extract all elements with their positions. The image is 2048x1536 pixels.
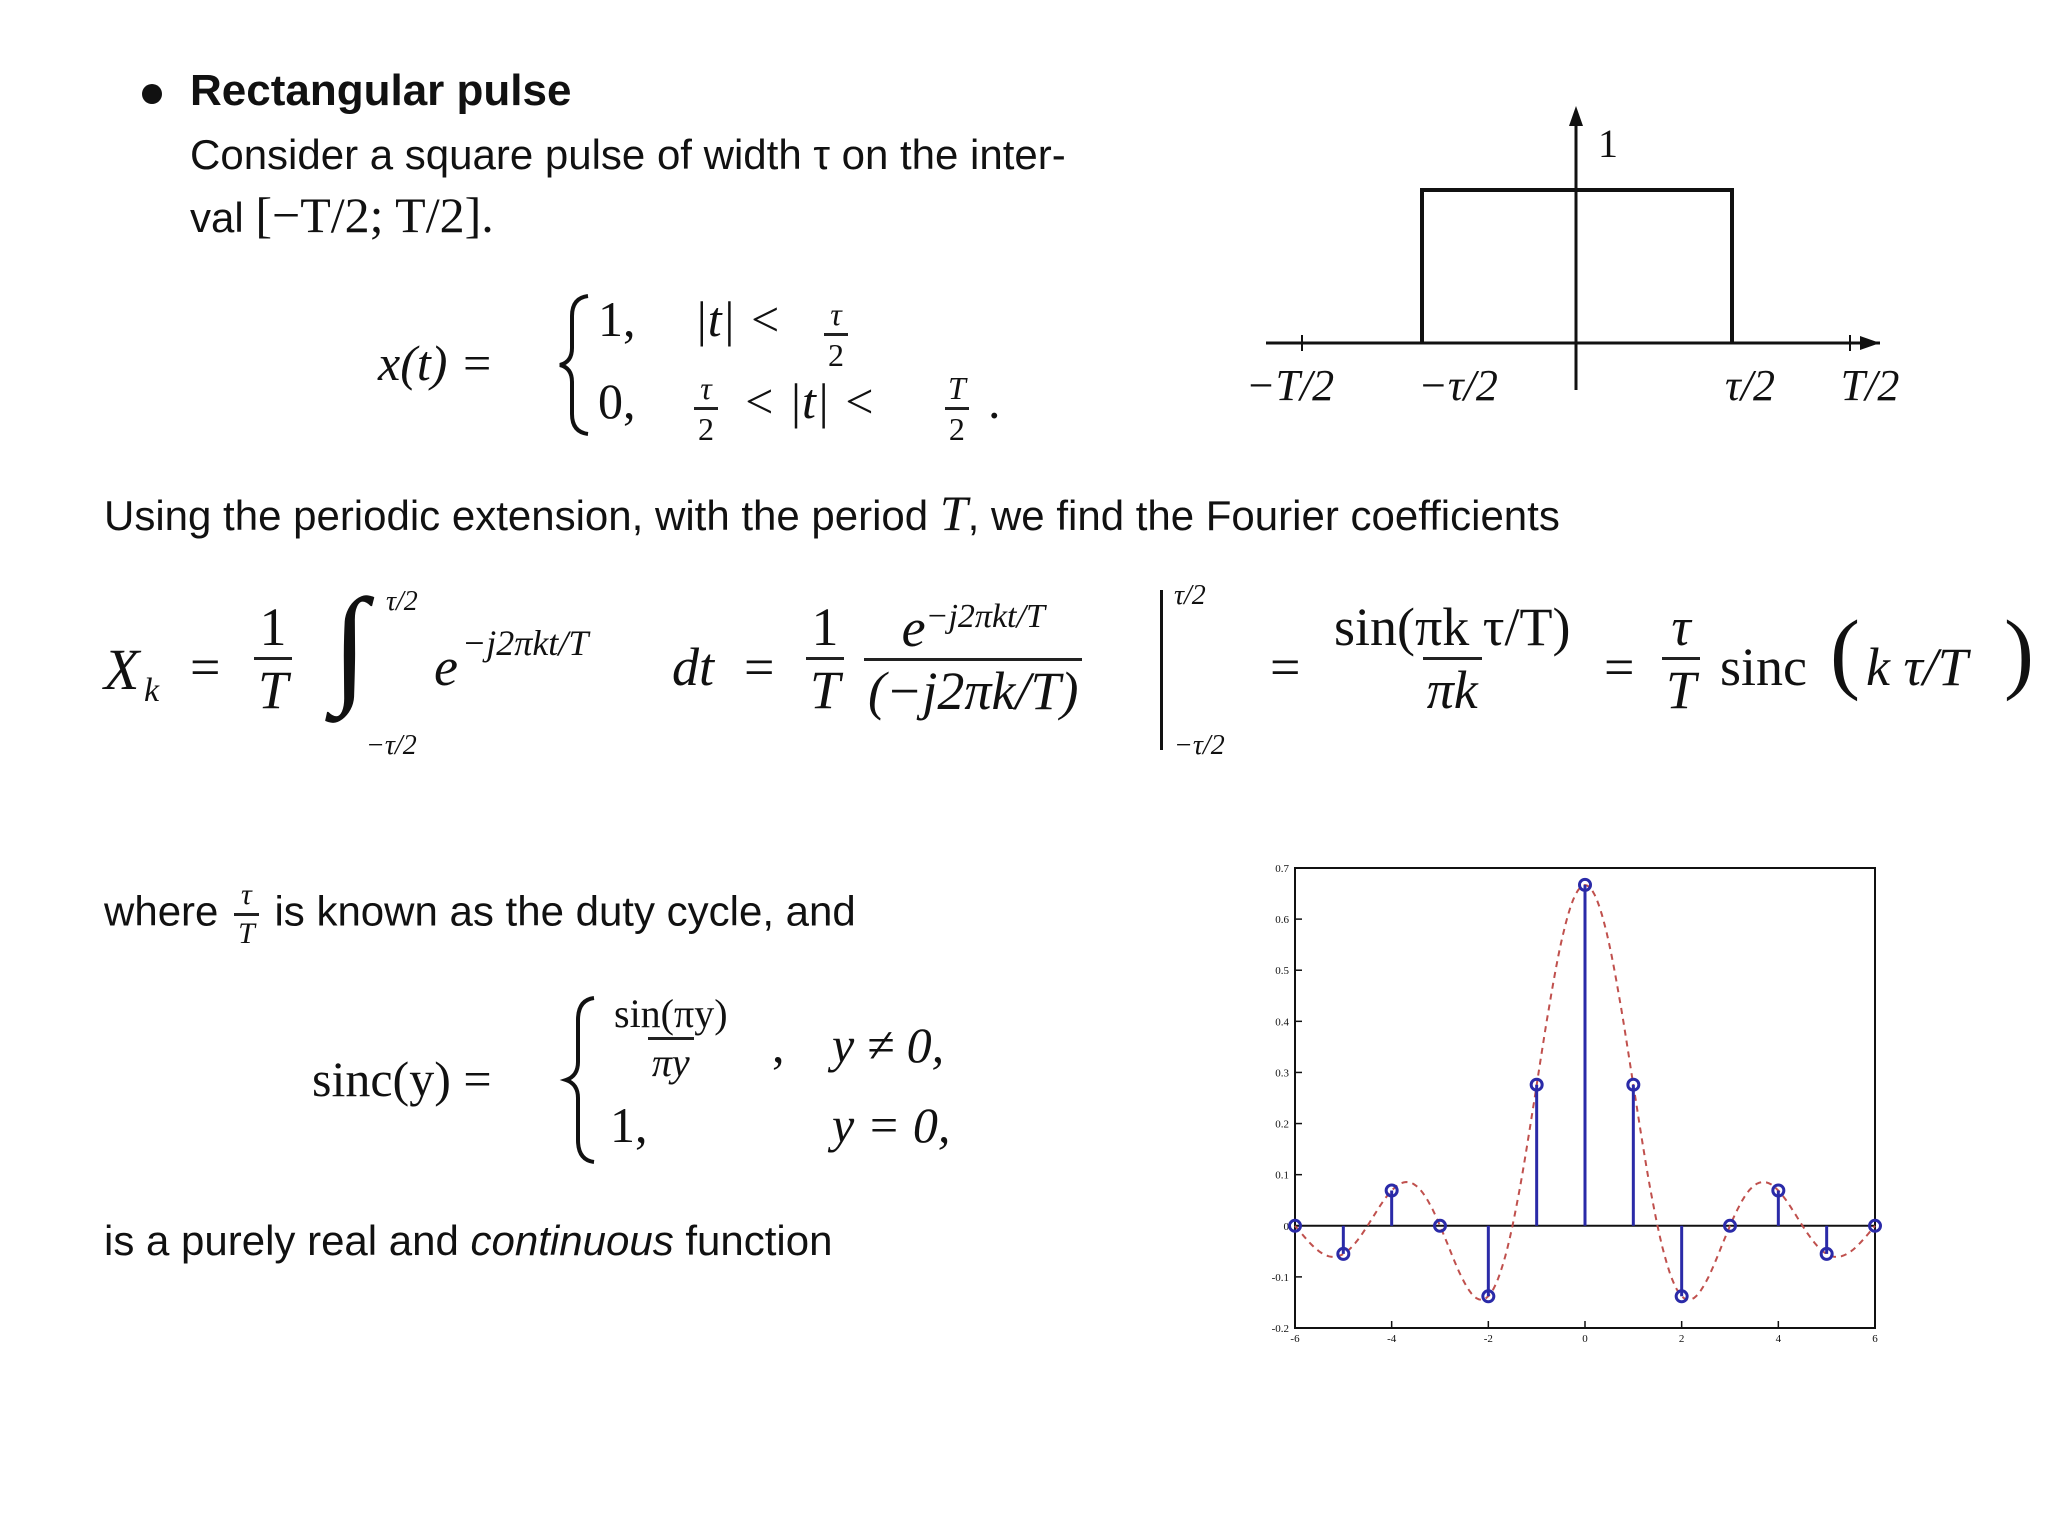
- pulse-period: .: [988, 373, 1001, 429]
- lower-limit: −τ/2: [366, 730, 417, 761]
- antiderivative-exponent: −j2πkt/T: [925, 598, 1045, 635]
- pulse-case2-frac-a: [694, 372, 718, 445]
- pulse-diagram: [1220, 100, 1900, 420]
- frac-num: 1: [259, 597, 287, 657]
- sinc-case1-condition: y ≠ 0,: [832, 1017, 945, 1073]
- amplitude-axis-arrow: [1569, 106, 1583, 126]
- evaluation-bar: [1160, 590, 1163, 750]
- frac-num: T: [948, 370, 966, 406]
- equals-2: =: [744, 637, 775, 697]
- frac-den: T: [806, 657, 844, 717]
- y-tick-label: -0.1: [1271, 1271, 1289, 1284]
- sinc-open-paren: (: [1830, 603, 1860, 702]
- x-tick-label: −T/2: [1245, 361, 1335, 410]
- pulse-case2-frac-b: [944, 372, 970, 445]
- equals-3: =: [1270, 637, 1301, 697]
- sinc-case2-condition: y = 0,: [832, 1097, 951, 1153]
- pulse-case1-condition: |t| <: [694, 291, 782, 347]
- pulse-case2-condition: < |t| <: [742, 373, 876, 429]
- y-tick-label: 0.1: [1275, 1169, 1289, 1182]
- x-tick-label: 6: [1872, 1333, 1878, 1345]
- x-tick-label: −τ/2: [1418, 361, 1498, 410]
- duty-cycle-frac: [234, 880, 259, 949]
- frac-den: T: [254, 657, 292, 717]
- fourier-intro-before: Using the periodic extension, with the period: [104, 492, 929, 539]
- fourier-equation: [104, 573, 2034, 780]
- sinc-close-paren: ): [2004, 603, 2034, 702]
- y-tick-label: 0.2: [1275, 1118, 1289, 1131]
- x-tick-label: -4: [1387, 1333, 1397, 1345]
- frac-den: T: [234, 913, 259, 949]
- pulse-case2-value: 0,: [598, 373, 636, 429]
- y-tick-label: 0.5: [1275, 965, 1289, 978]
- sinc-definition: [312, 990, 1012, 1170]
- sinc-lhs: sinc(y) =: [312, 1051, 492, 1107]
- x-tick-label: 2: [1678, 1333, 1685, 1345]
- pulse-lhs: x(t) =: [378, 335, 494, 391]
- pulse-case1-frac: [824, 298, 848, 371]
- fourier-intro: [104, 482, 1560, 547]
- interval-math: [−T/2; T/2].: [255, 187, 494, 243]
- eval-lower-limit: −τ/2: [1174, 730, 1225, 761]
- xk-symbol: X: [104, 637, 140, 702]
- sin-over-pik: [1330, 597, 1574, 720]
- xk-subscript: k: [144, 672, 160, 709]
- frac-num: [898, 600, 1049, 658]
- period-symbol: T: [939, 485, 968, 541]
- dt: dt: [672, 637, 715, 697]
- sinc-case2-value: 1,: [610, 1097, 648, 1153]
- equals-1: =: [190, 637, 221, 697]
- intro-text-1: Consider a square pulse of width τ on the inter-: [190, 131, 1066, 178]
- frac-den: 2: [824, 333, 848, 371]
- frac-num: τ: [830, 296, 842, 332]
- closing-suffix: function: [685, 1217, 833, 1264]
- y-tick-label: 0.7: [1275, 863, 1289, 875]
- x-tick-label: 0: [1582, 1333, 1588, 1345]
- integrand-base: e: [434, 637, 458, 697]
- pulse-case1-value: 1,: [598, 291, 636, 347]
- section-title: Rectangular pulse: [190, 66, 572, 115]
- frac-den: T: [1662, 657, 1700, 717]
- fourier-coefficient-chart: [1240, 850, 1880, 1345]
- upper-limit: τ/2: [386, 586, 418, 617]
- height-label: 1: [1598, 121, 1618, 166]
- eval-upper-limit: τ/2: [1174, 580, 1206, 611]
- sinc-case1-comma: ,: [772, 1017, 785, 1073]
- frac-num: sin(πy): [614, 991, 728, 1036]
- y-tick-label: 0.4: [1275, 1016, 1289, 1029]
- pulse-brace: [556, 290, 596, 440]
- equals-4: =: [1604, 637, 1635, 697]
- frac-num: τ: [1671, 597, 1691, 657]
- frac-den: (−j2πk/T): [864, 658, 1082, 718]
- integrand-exponent: −j2πkt/T: [462, 623, 589, 663]
- time-axis-arrow: [1860, 336, 1880, 350]
- sinc-brace: [562, 990, 602, 1170]
- antiderivative-base: e: [901, 598, 926, 658]
- x-tick-label: -6: [1290, 1333, 1300, 1345]
- y-tick-label: 0: [1283, 1220, 1289, 1233]
- fourier-intro-after: , we find the Fourier coefficients: [967, 492, 1560, 539]
- x-tick-label: T/2: [1840, 361, 1900, 410]
- intro-line-2: [190, 184, 494, 249]
- sinc-word: sinc: [1720, 637, 1807, 697]
- bullet-point: [142, 84, 162, 104]
- frac-num: sin(πk τ/T): [1334, 597, 1571, 657]
- frac-den: πy: [648, 1037, 694, 1083]
- tau-over-T: [1662, 597, 1700, 720]
- intro-text-2: val: [190, 194, 244, 241]
- duty-cycle-prefix: where: [104, 887, 219, 935]
- y-tick-label: 0.6: [1275, 914, 1289, 927]
- duty-cycle-suffix: is known as the duty cycle, and: [274, 887, 856, 935]
- x-tick-label: 4: [1775, 1333, 1782, 1345]
- duty-cycle-sentence: [104, 880, 856, 949]
- closing-emphasis: continuous: [470, 1217, 674, 1264]
- intro-line-1: [190, 124, 1066, 186]
- frac-den: 2: [945, 407, 969, 445]
- frac-num: τ: [241, 878, 252, 911]
- one-over-T-2: [806, 597, 844, 720]
- antiderivative-frac: [864, 598, 1082, 721]
- pulse-definition: [378, 290, 1018, 447]
- y-tick-label: 0.3: [1275, 1067, 1289, 1080]
- closing-prefix: is a purely real and: [104, 1217, 459, 1264]
- frac-den: πk: [1423, 657, 1482, 717]
- sinc-case1-frac: [610, 991, 732, 1085]
- x-tick-label: -2: [1483, 1333, 1493, 1345]
- one-over-T-1: [254, 597, 292, 720]
- frac-num: τ: [700, 370, 712, 406]
- frac-num: 1: [811, 597, 839, 657]
- x-tick-label: τ/2: [1725, 361, 1775, 410]
- sinc-argument: k τ/T: [1866, 637, 1968, 697]
- frac-den: 2: [694, 407, 718, 445]
- integral-sign: ∫: [332, 573, 368, 717]
- closing-sentence: [104, 1210, 832, 1272]
- y-tick-label: -0.2: [1271, 1323, 1289, 1335]
